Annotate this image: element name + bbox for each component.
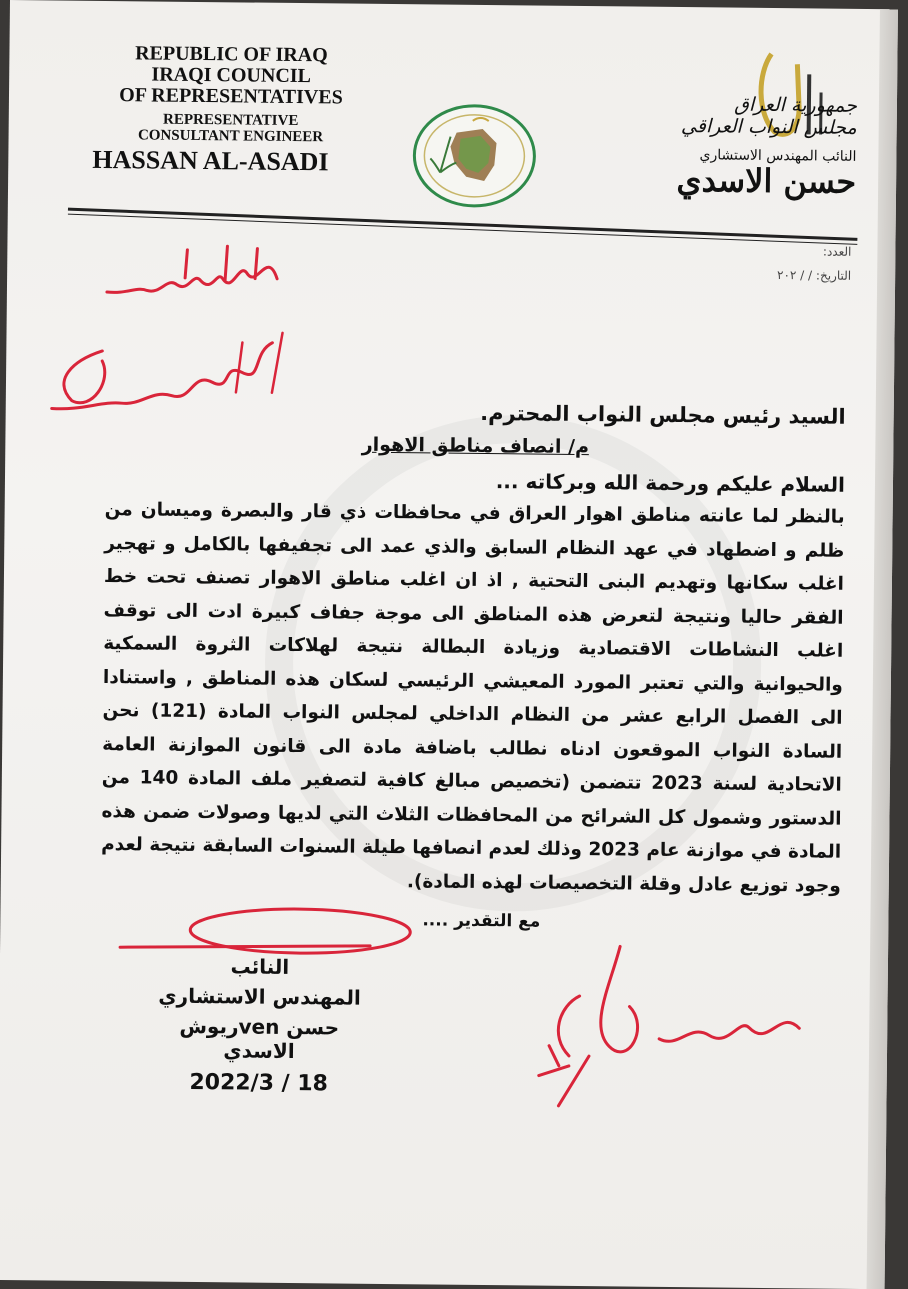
letter-paragraph: بالنظر لما عانته مناطق اهوار العراق في محافظات ذي قار والبصرة وميسان من ظلم و اضطهاد في عهد النظام السابق والذي عمد الى تجفيفها بالكامل و تهجير اغلب سكانها وتهديم البنى التحتية , اذ ان اغلب مناطق الاهوار تصنف تحت خط الفقر حاليا ونتيجة لتعرض هذه المناطق الى موجة جفاف كبيرة ادت الى توقف اغلب النشاطات الاقتصادية وزيادة البطالة نتيجة لهلاكات الثروة السمكية والحيوانية والتي تعتبر المورد المعيشي الرئيسي لسكان هذه المناطق , واستنادا الى الفصل الرابع عشر من النظام الداخلي لمجلس النواب المادة (121) نحن السادة النواب الموقعون ادناه نطالب باضافة مادة الى قانون الموازنة العامة الاتحادية لسنة 2023 تتضمن (تخصيص مبالغ كافية لتصفير ملف المادة 140 من الدستور وشمول كل الشرائح من المحافظات الثلاث التي لديها وصولات ضمن هذه المادة في موازنة عام 2023 وذلك لعدم انصافها طيلة السنوات السابقة نتيجة لعدم وجود توزيع عادل وقلة التخصيصات لهذه المادة). <box>101 499 845 897</box>
letter-closing: مع التقدير .... <box>422 910 541 932</box>
letterhead-council: IRAQI COUNCIL <box>151 63 312 88</box>
date-field <box>777 268 851 283</box>
signatory-title: النائب <box>230 954 290 979</box>
letterhead-title-2: CONSULTANT ENGINEER <box>137 127 324 146</box>
letterhead-ar-title: النائب المهندس الاستشاري <box>699 147 857 165</box>
number-field: العدد: <box>822 244 852 259</box>
letterhead-title: REPRESENTATIVE <box>163 111 299 130</box>
letter-body <box>100 397 846 935</box>
letterhead-ar-council: مجلس النواب العراقي <box>680 115 857 139</box>
handwritten-committee-note <box>87 237 288 299</box>
signatory-role: المهندس الاستشاري <box>158 983 361 1010</box>
signatory-name: حسن venریوش الاسدي <box>179 1013 340 1064</box>
handwritten-signature-right <box>518 935 820 1118</box>
signature-date: 2022/3 / 18 <box>189 1069 329 1097</box>
letterhead-divider <box>68 208 858 241</box>
reference-fields <box>777 244 852 293</box>
parliament-emblem-icon <box>410 102 539 209</box>
letterhead-ar-name: حسن الاسدي <box>676 160 857 201</box>
letter-greeting: السلام عليكم ورحمة الله وبركاته ... <box>495 469 846 497</box>
letter-subject: م/ انصاف مناطق الاهوار <box>361 433 590 459</box>
handwritten-signature-center <box>110 901 431 984</box>
paper-edge <box>867 9 898 1289</box>
letterhead-arabic <box>556 92 857 201</box>
letterhead-ar-country: جمهورية العراق <box>734 93 858 117</box>
letter-addressee: السيد رئيس مجلس النواب المحترم. <box>480 400 846 429</box>
letterhead-english <box>92 42 361 176</box>
date-value: / / ٢٠٢ <box>776 268 813 283</box>
letterhead-country: REPUBLIC OF IRAQ <box>135 42 328 67</box>
letterhead-council-2: OF REPRESENTATIVES <box>119 84 343 109</box>
date-label: التاريخ: <box>815 268 852 283</box>
letterhead-name: HASSAN AL-ASADI <box>92 144 329 176</box>
